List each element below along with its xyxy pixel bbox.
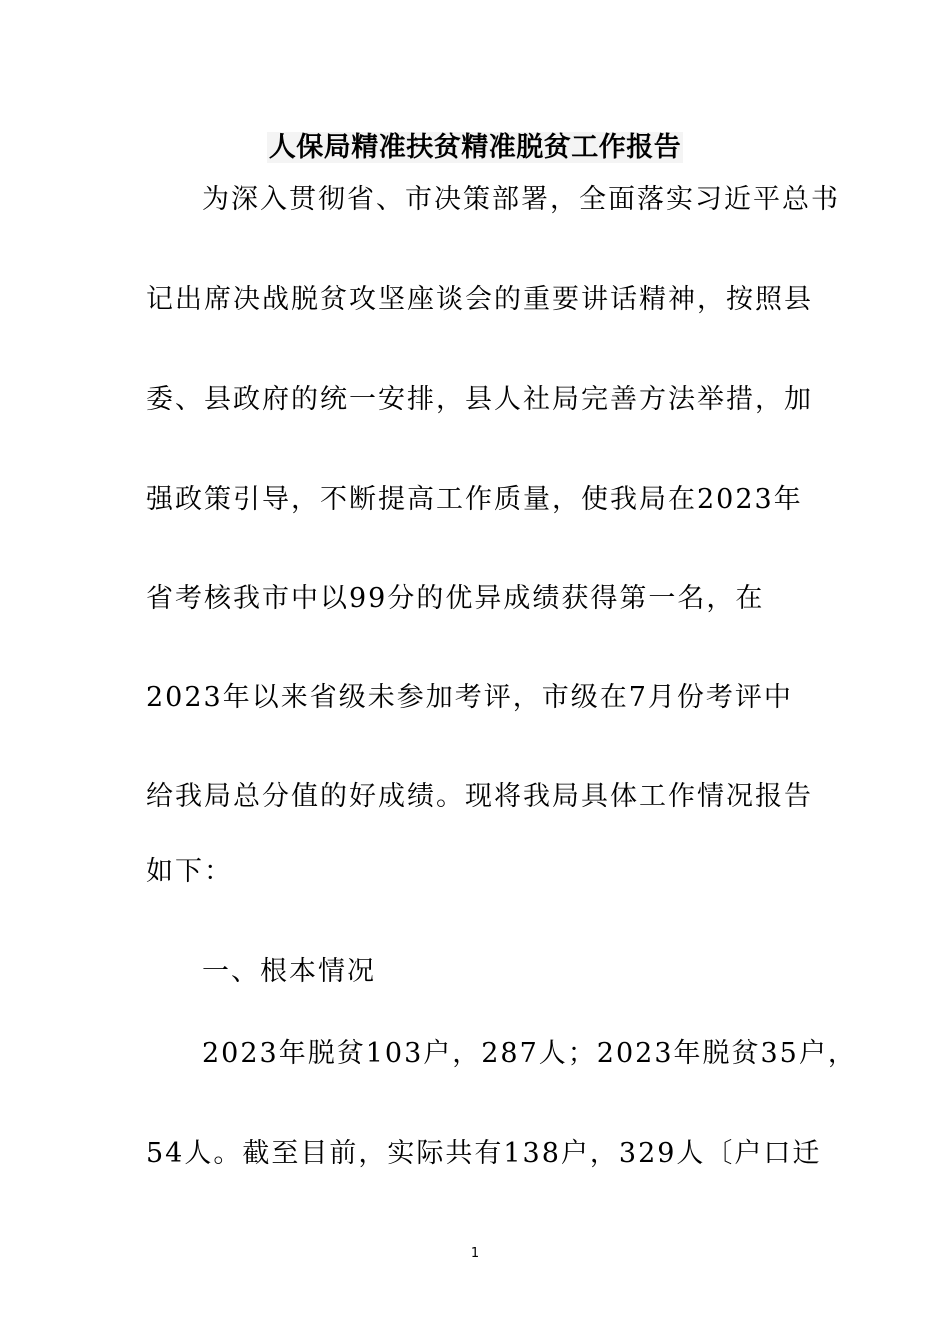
paragraph-line: 记出席决战脱贫攻坚座谈会的重要讲话精神，按照县 (146, 284, 813, 315)
paragraph-line: 2023年以来省级未参加考评，市级在7月份考评中 (146, 682, 793, 713)
paragraph-line: 给我局总分值的好成绩。现将我局具体工作情况报告 (146, 781, 813, 812)
paragraph-line: 54人。截至目前，实际共有138户，329人〔户口迁 (146, 1138, 822, 1169)
paragraph-line: 为深入贯彻省、市决策部署，全面落实习近平总书 (202, 184, 840, 215)
document-title (0, 128, 950, 168)
document-title-text: 人保局精准扶贫精准脱贫工作报告 (268, 132, 682, 163)
paragraph-line: 省考核我市中以99分的优异成绩获得第一名，在 (146, 583, 765, 614)
paragraph-line: 委、县政府的统一安排，县人社局完善方法举措，加 (146, 384, 813, 415)
paragraph-line: 2023年脱贫103户，287人；2023年脱贫35户， (202, 1038, 857, 1069)
section-heading: 一、根本情况 (202, 956, 376, 987)
paragraph-line: 强政策引导，不断提高工作质量，使我局在2023年 (146, 484, 803, 515)
paragraph-line: 如下： (146, 856, 233, 887)
page-number: 1 (470, 1246, 480, 1261)
